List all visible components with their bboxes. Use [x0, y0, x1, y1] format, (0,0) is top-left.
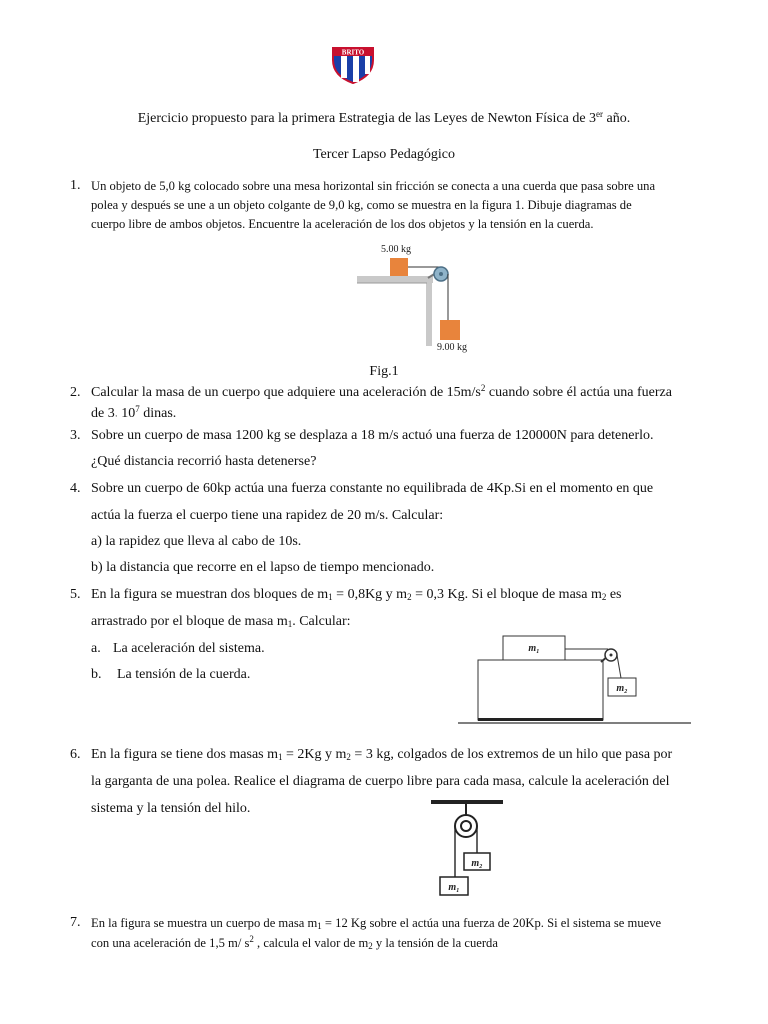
problem-6-line-1: En la figura se tiene dos masas $m_1 = 2Kg$ y $m_2 = 3$ kg, colgados de los extremos de un hilo que pasa por: [91, 747, 673, 762]
fig5-label-m2: m₂: [616, 683, 628, 694]
school-logo: [330, 42, 376, 84]
page-subtitle: Tercer Lapso Pedagógico: [312, 147, 456, 162]
problem-4-item-a: a) la rapidez que lleva al cabo de 10s.: [91, 534, 302, 549]
fig5-label-m1: m₁: [528, 643, 540, 654]
problem-3-line-2: ¿Qué distancia recorrió hasta detenerse?: [91, 454, 317, 469]
figure-1-caption: Fig.1: [369, 364, 399, 379]
figure-1-table-pulley: [355, 238, 485, 356]
problem-2-line-1: Calcular la masa de un cuerpo que adquiere una aceleración de $15m/s^2$ cuando sobre él actúa una fuerza: [91, 383, 672, 400]
fig6-label-m1: m₁: [448, 882, 460, 893]
problem-4-line-2: actúa la fuerza el cuerpo tiene una rapidez de 20 m/s. Calcular:: [91, 508, 444, 523]
problem-5-item-b-letter: b.: [91, 667, 102, 682]
problem-5-line-1: En la figura se muestran dos bloques de $m_1 = 0,8Kg$ y $m_2 = 0,3$ Kg. Si el bloque de masa $m_2$ es: [91, 587, 622, 602]
problem-7-line-2: con una aceleración de 1,5 m/ $s^2$ , calcula el valor de $m_2$ y la tensión de la cuerda: [91, 934, 498, 951]
problem-1-line-3: cuerpo libre de ambos objetos. Encuentre la aceleración de los dos objetos y la tensión en la cuerda.: [91, 217, 594, 231]
fig1-mass-bottom-label: 9.00 kg: [437, 342, 467, 353]
problem-5-line-2: arrastrado por el bloque de masa $m_1$. Calcular:: [91, 614, 351, 629]
problem-5-number: 5.: [70, 587, 81, 602]
problem-3-number: 3.: [70, 428, 81, 443]
page-title: Ejercicio propuesto para la primera Estrategia de las Leyes de Newton Física de 3er año.: [137, 109, 631, 126]
figure-5-table-pulley: [458, 634, 693, 729]
problem-6-line-2: la garganta de una polea. Realice el diagrama de cuerpo libre para cada masa, calcule la aceleración del: [91, 774, 670, 789]
fig5-table: [478, 660, 603, 720]
figure-6-atwood-machine: [428, 798, 508, 900]
problem-1-line-1: Un objeto de 5,0 kg colocado sobre una mesa horizontal sin fricción se conecta a una cuerda que pasa sobre una: [91, 179, 656, 193]
fig1-block-5kg: [390, 258, 408, 276]
logo-text: BRITO: [341, 48, 365, 57]
problem-2-number: 2.: [70, 385, 81, 400]
problem-4-line-1: Sobre un cuerpo de 60kp actúa una fuerza constante no equilibrada de 4Kp.Si en el momento en que: [91, 481, 654, 496]
problem-4-item-b: b) la distancia que recorre en el lapso de tiempo mencionado.: [91, 560, 435, 575]
problem-6-line-3: sistema y la tensión del hilo.: [91, 801, 251, 816]
problem-5-item-a: La aceleración del sistema.: [113, 641, 265, 656]
problem-1-number: 1.: [70, 178, 81, 193]
problem-2-line-2: de $3_\cdot$ $10^7$ dinas.: [91, 404, 177, 421]
fig6-label-m2: m₂: [471, 858, 483, 869]
problem-6-number: 6.: [70, 747, 81, 762]
problem-7-line-1: En la figura se muestra un cuerpo de masa $m_1 = 12$ Kg sobre el actúa una fuerza de 20Kp. Si el sistema se mueve: [91, 916, 662, 931]
problem-1-line-2: polea y después se une a un objeto colgante de 9,0 kg, como se muestra en la figura 1. Dibuje diagramas de: [91, 198, 632, 212]
problem-4-number: 4.: [70, 481, 81, 496]
problem-5-item-b: La tensión de la cuerda.: [117, 667, 251, 682]
problem-7-number: 7.: [70, 915, 81, 930]
problem-5-item-a-letter: a.: [91, 641, 101, 656]
fig1-mass-top-label: 5.00 kg: [381, 244, 411, 255]
problem-3-line-1: Sobre un cuerpo de masa 1200 kg se desplaza a 18 m/s actuó una fuerza de 120000N para detenerlo.: [91, 428, 654, 443]
fig1-block-9kg: [440, 320, 460, 340]
